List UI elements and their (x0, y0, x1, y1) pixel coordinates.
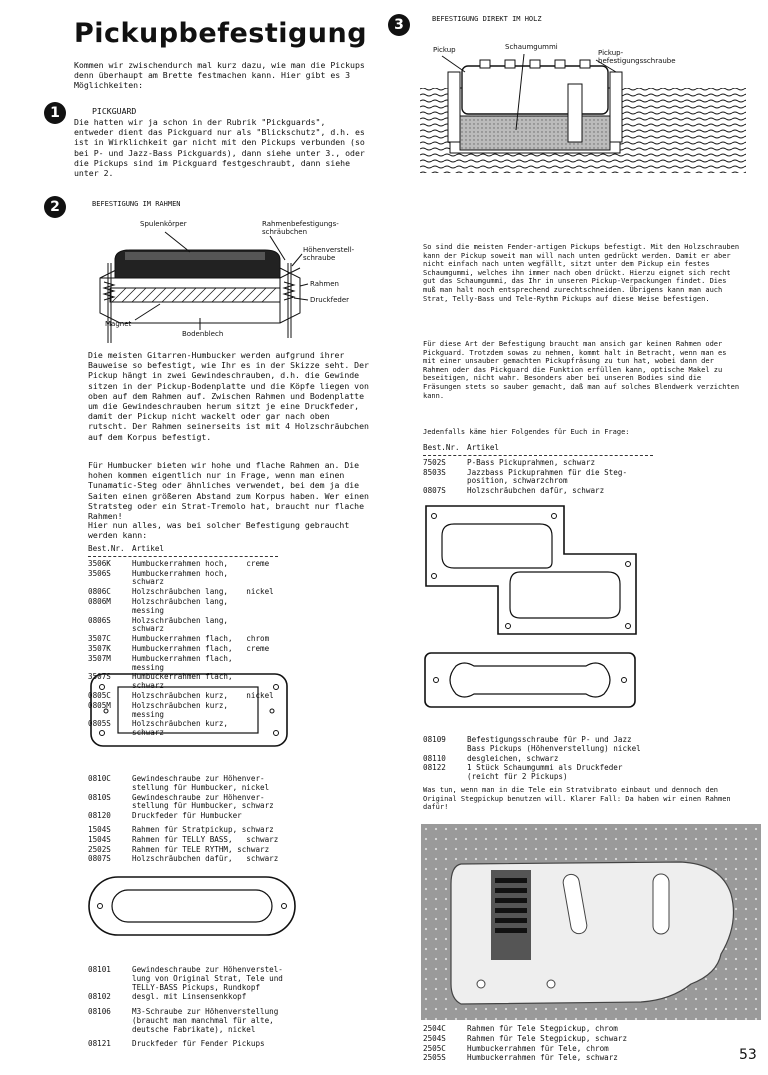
humbucker-frame-drawing (90, 673, 290, 749)
table-row (423, 755, 663, 764)
table-row (88, 588, 278, 597)
item-article: Humbuckerrahmen flach, creme (132, 643, 270, 653)
item-article: Holzschräubchen lang, messing (132, 596, 247, 615)
label-druckfeder: Druckfeder (310, 296, 350, 304)
table-row (423, 469, 653, 487)
item-code: 08121 (88, 1039, 111, 1048)
item-article: Holzschräubchen kurz, nickel (132, 690, 274, 700)
p-bass-frame-drawing (424, 504, 638, 636)
item-article: Humbuckerrahmen flach, chrom (132, 634, 270, 644)
item-code: 0805S (88, 719, 111, 729)
section-2-table-6 (88, 1040, 318, 1050)
label-spulenkoerper: Spulenkörper (140, 220, 187, 228)
table-row (423, 459, 653, 468)
item-code: 2504C (423, 1024, 446, 1033)
item-code: 3507K (88, 643, 111, 653)
section-2-body-3: Hier nun alles, was bei solcher Befestigung gebraucht werden kann: (88, 520, 355, 541)
item-code: 0805M (88, 700, 111, 710)
tele-pickguard-photo (421, 824, 761, 1020)
item-code: 3507M (88, 653, 111, 663)
section-3-badge: 3 (388, 14, 410, 36)
table-row (88, 794, 298, 812)
table-row (88, 775, 298, 793)
item-code: 0805C (88, 690, 111, 700)
table-divider (88, 556, 278, 557)
table-row (423, 487, 653, 496)
item-article: Humbuckerrahmen flach, schwarz (132, 672, 247, 691)
section-3-body-4: Was tun, wenn man in die Tele ein Stratvibrato einbaut und dennoch den Original Stegpickup benutzen will. Klarer Fall: Da haben wir einen Rahmen dafür! (423, 786, 735, 812)
table-header: Best.Nr. Artikel (88, 544, 165, 553)
section-3-table-2 (423, 736, 663, 783)
item-article: Humbuckerrahmen flach, messing (132, 653, 247, 672)
table-row (88, 1008, 318, 1034)
table-row (88, 966, 318, 992)
item-article: Rahmen für Stratpickup, schwarz (132, 825, 274, 834)
label-hoehenschraube: Höhenverstell- schraube (303, 246, 355, 262)
table-body (423, 459, 653, 496)
table-row (423, 1025, 663, 1034)
section-2-heading: BEFESTIGUNG IM RAHMEN (92, 200, 181, 208)
item-article: Humbuckerrahmen hoch, schwarz (132, 568, 247, 587)
item-code: 08106 (88, 1007, 111, 1016)
jazz-bass-frame-drawing (424, 652, 638, 710)
item-article: Holzschräubchen dafür, schwarz (132, 854, 279, 864)
section-2-table-5 (88, 1008, 318, 1035)
item-article: Holzschräubchen lang, schwarz (132, 615, 247, 634)
item-article: Gewindeschraube zur Höhenver- stellung für Humbucker, nickel (132, 774, 270, 792)
label-bodenblech: Bodenblech (182, 330, 224, 338)
table-row (88, 635, 278, 644)
table-row (423, 1054, 663, 1063)
item-code: 8503S (423, 467, 446, 477)
section-2-table-2 (88, 775, 298, 822)
label-magnet: Magnet (105, 320, 132, 328)
table-row (88, 645, 278, 654)
item-article: Druckfeder für Humbucker (132, 811, 242, 821)
intro-text: Kommen wir zwischendurch mal kurz dazu, wie man die Pickups denn überhaupt am Brette festmachen kann. Hier gibt es 3 Möglichkeiten: (74, 60, 370, 91)
item-article: Befestigungsschraube für P- und Jazz Bass Pickups (Höhenverstellung) nickel (467, 735, 641, 753)
item-article: Humbuckerrahmen für Tele, schwarz (467, 1053, 618, 1063)
section-1-badge: 1 (44, 102, 66, 124)
table-row (88, 1040, 318, 1049)
item-code: 0807S (88, 854, 111, 864)
table-row (88, 617, 278, 635)
item-article: P-Bass Pickuprahmen, schwarz (467, 457, 596, 467)
item-code: 0806M (88, 596, 111, 606)
item-article: desgleichen, schwarz (467, 753, 559, 763)
item-code: 08110 (423, 753, 446, 763)
item-article: Rahmen für TELLY BASS, schwarz (132, 834, 279, 844)
wood-mount-diagram (420, 38, 746, 178)
item-article: desgl. mit Linsensenkkopf (132, 992, 247, 1002)
item-code: 08122 (423, 763, 446, 773)
single-coil-frame-drawing (88, 876, 298, 938)
item-article: Rahmen für Tele Stegpickup, chrom (467, 1024, 618, 1033)
table-row (88, 855, 298, 864)
label-schaumgummi: Schaumgummi (505, 43, 558, 51)
item-code: 1504S (88, 825, 111, 834)
item-code: 3507C (88, 634, 111, 644)
section-2-body-2: Für Humbucker bieten wir hohe und flache Rahmen an. Die hohen kommen eigentlich nur in Frage, wenn man einen Tunamatic-Steg oder ähnliches verwendet, bei dem ja die Saiten einen größeren Abstand zum Korpus haben. Wer einen Stratsteg oder ein Strat-Tremolo hat, braucht nur flache Rahmen! (88, 460, 374, 522)
item-code: 1504S (88, 834, 111, 844)
table-row (88, 812, 298, 821)
item-code: 2502S (88, 844, 111, 854)
section-3-table (423, 444, 653, 497)
item-code: 0806S (88, 615, 111, 625)
item-article: Gewindeschraube zur Höhenverstel- lung von Original Strat, Tele und TELLY-BASS Pickups, Rundkopf (132, 965, 283, 992)
item-code: 08102 (88, 992, 111, 1002)
item-article: Holzschräubchen lang, nickel (132, 587, 274, 597)
table-row (88, 826, 298, 835)
item-code: 7502S (423, 457, 446, 467)
item-code: 08109 (423, 735, 446, 744)
item-article: Holzschräubchen kurz, schwarz (132, 719, 247, 738)
item-code: 0806C (88, 587, 111, 597)
table-header: Best.Nr. Artikel (423, 443, 500, 452)
label-rahmen: Rahmen (310, 280, 339, 288)
item-article: Rahmen für TELE RYTHM, schwarz (132, 844, 270, 854)
section-1-body: Die hatten wir ja schon in der Rubrik "Pickguards", entweder dient das Pickguard nur als "Blickschutz", d.h. es ist in Wirklichkeit gar nicht mit den Pickups verbunden (so bei P- und Jazz-Bass Pickguards), dann siehe unter 3., oder die Pickups sind im Pickguard festgeschraubt, dann siehe unter 2. (74, 117, 370, 179)
section-1-heading: PICKGUARD (92, 106, 137, 116)
table-row (423, 1045, 663, 1054)
section-2-body-1: Die meisten Gitarren-Humbucker werden aufgrund ihrer Bauweise so befestigt, wie Ihr es in der Skizze seht. Der Pickup hängt in zwei Gewindeschrauben, d.h. die Gewinde sitzen in der Pickup-Bodenplatte und die Köpfe liegen von oben auf dem Rahmen auf. Zwischen Rahmen und Bodenplatte um die Gewindeschrauben herum sitzt je eine Druckfeder, damit der Pickup nicht wackelt oder gar nach oben rutscht. Der Rahmen seinerseits ist mit 4 Holzschräubchen auf dem Korpus befestigt. (88, 350, 374, 442)
section-2-table-4 (88, 966, 318, 1003)
item-code: 2505S (423, 1053, 446, 1063)
item-code: 3506S (88, 568, 111, 578)
item-article: Jazzbass Pickuprahmen für die Steg- position, schwarzchrom (467, 467, 628, 486)
table-divider (423, 455, 653, 456)
item-article: 1 Stück Schaumgummi als Druckfeder (reicht für 2 Pickups) (467, 763, 623, 782)
item-code: 08120 (88, 811, 111, 821)
item-article: M3-Schraube zur Höhenverstellung (braucht man manchmal für alte, deutsche Fabrikate), nickel (132, 1007, 279, 1034)
table-row (423, 764, 663, 782)
table-row (88, 570, 278, 588)
section-3-table-3 (423, 1025, 663, 1064)
label-rahmenschraube: Rahmenbefestigungs- schräubchen (262, 220, 339, 236)
section-3-body-3: Jedenfalls käme hier Folgendes für Euch in Frage: (423, 428, 630, 436)
item-code: 3506K (88, 558, 111, 568)
label-pickup: Pickup (433, 46, 456, 54)
item-article: Humbuckerrahmen für Tele, chrom (467, 1043, 609, 1053)
item-code: 2505C (423, 1043, 446, 1053)
table-row (88, 560, 278, 569)
item-article: Druckfeder für Fender Pickups (132, 1039, 265, 1048)
item-article: Holzschräubchen dafür, schwarz (467, 486, 605, 496)
table-row (88, 836, 298, 845)
item-article: Rahmen für Tele Stegpickup, schwarz (467, 1033, 628, 1043)
table-row (423, 736, 663, 754)
item-code: 2504S (423, 1033, 446, 1043)
item-article: Gewindeschraube zur Höhenver- stellung für Humbucker, schwarz (132, 792, 274, 811)
table-row (423, 1035, 663, 1044)
page-number: 53 (739, 1047, 757, 1063)
item-code: 3507S (88, 672, 111, 682)
item-code: 0810S (88, 792, 111, 802)
item-code: 0807S (423, 486, 446, 496)
table-row (88, 655, 278, 673)
item-code: 0810C (88, 774, 111, 783)
table-row (88, 993, 318, 1002)
table-row (88, 598, 278, 616)
section-3-body-1: So sind die meisten Fender-artigen Pickups befestigt. Mit den Holzschrauben kann der Pickup soweit man will nach unten gedrückt werden. Damit er aber nicht einfach nach unten wegfällt, sitzt unter dem Pickup ein festes Schaumgummi, welches ihn immer nach oben drückt. Hierzu eignet sich recht gut das Schaumgummi, das Ihr in unseren Pickup-Verpackungen findet. Dies muß man halt noch entsprechend zurechtschneiden. Übrigens kann man auch Strat, Telly-Bass und Tele-Rythm Pickups auf diese Weise befestigen. (423, 243, 744, 303)
item-article: Holzschräubchen kurz, messing (132, 700, 247, 719)
label-schraube: Pickup- befestigungsschraube (598, 49, 676, 65)
section-3-body-2: Für diese Art der Befestigung braucht man ansich gar keinen Rahmen oder Pickguard. Trotzdem sowas zu nehmen, kommt halt in Betracht, wenn man es mit einer unsauber gemachten Pickupfräsung zu tun hat, wobei dann der Rahmen oder das Pickguard die Funktion erfüllen kann, optische Makel zu beseitigen, nicht wahr. Besonders aber bei unseren Bodies sind die Fräsungen stets so sauber gemacht, daß man auf solches Blendwerk verzichten kann. (423, 340, 744, 400)
page-title: Pickupbefestigung (74, 18, 368, 49)
section-2-badge: 2 (44, 196, 66, 218)
section-3-heading: BEFESTIGUNG DIREKT IM HOLZ (432, 15, 542, 23)
section-2-table-3 (88, 826, 298, 865)
item-code: 08101 (88, 965, 111, 974)
table-row (88, 846, 298, 855)
item-article: Humbuckerrahmen hoch, creme (132, 558, 270, 568)
